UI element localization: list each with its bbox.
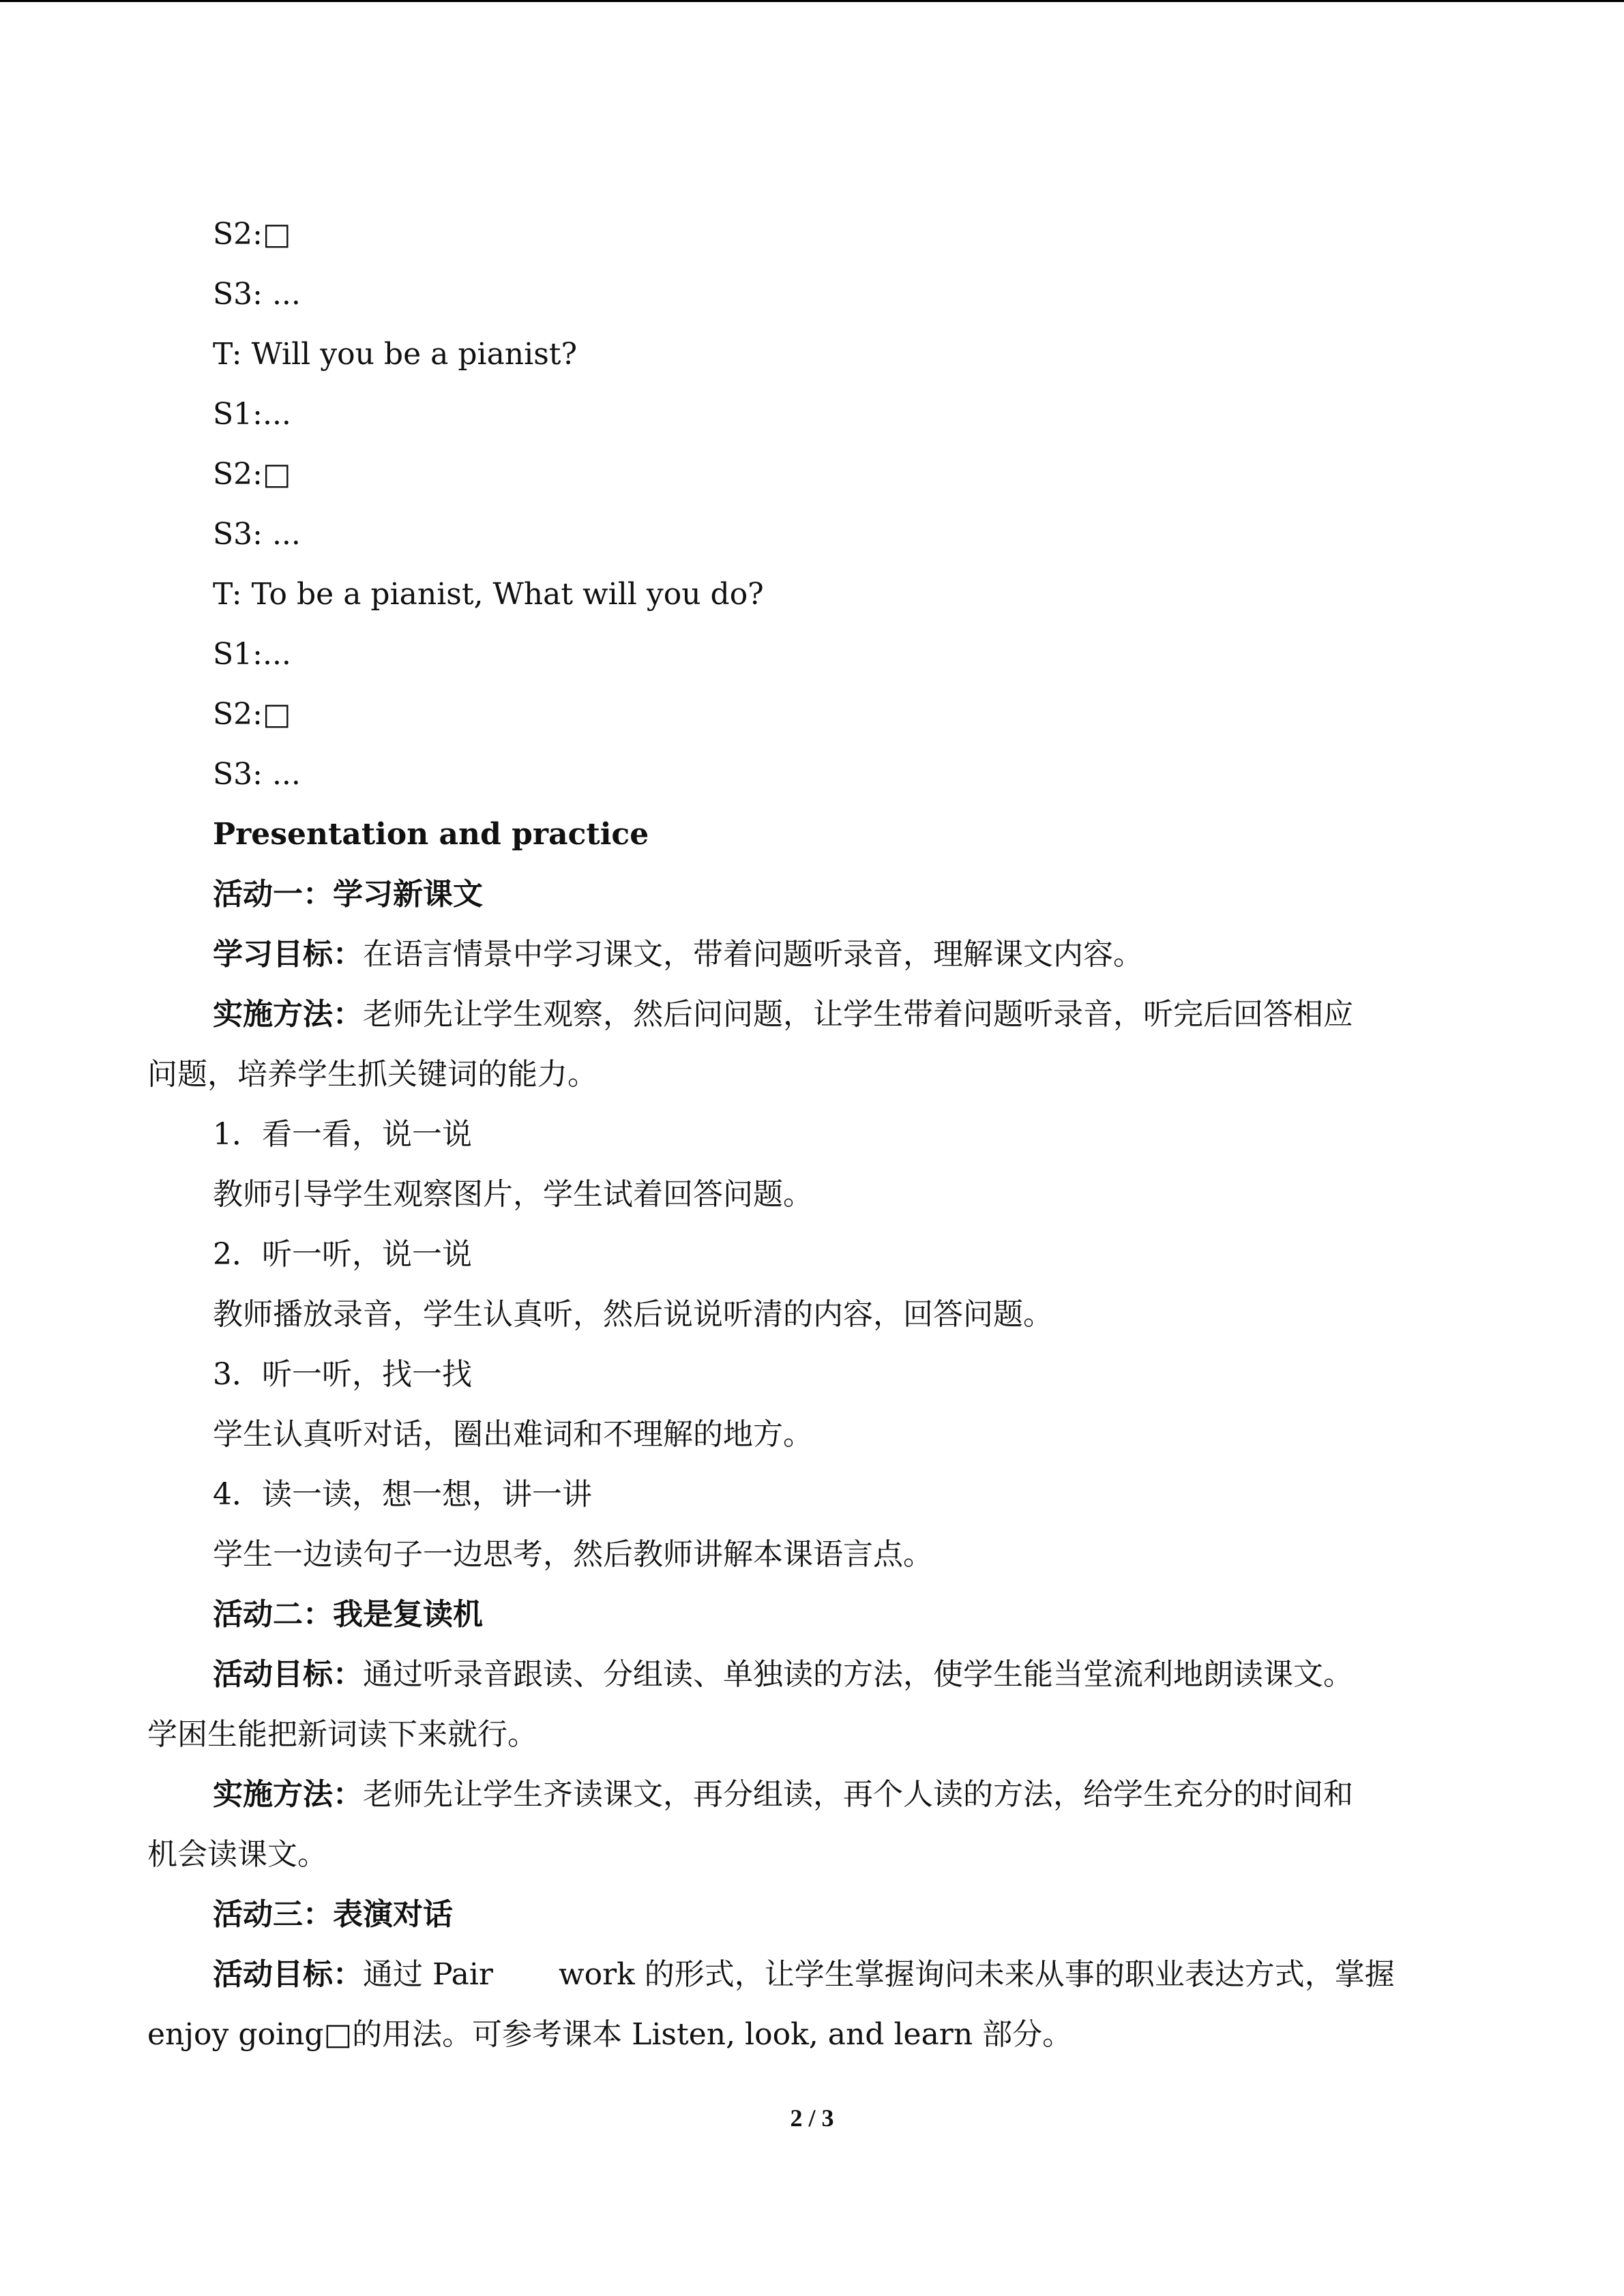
dialogue-line: S1:... [213, 637, 291, 672]
goal-text: 通过听录音跟读、分组读、单独读的方法，使学生能当堂流利地朗读课文。 [363, 1657, 1353, 1692]
method-label: 实施方法： [213, 997, 363, 1032]
document-body [0, 205, 1624, 2065]
activity-heading: 活动三：表演对话 [213, 1897, 453, 1932]
step-heading: 3．听一听，找一找 [213, 1357, 472, 1392]
method-text: 老师先让学生观察，然后问问题，让学生带着问题听录音，听完后回答相应 [363, 997, 1353, 1032]
section-heading: Presentation and practice [213, 817, 649, 852]
goal-text: work 的形式，让学生掌握询问未来从事的职业表达方式，掌握 [558, 1957, 1395, 1992]
goal-label: 活动目标： [213, 1957, 363, 1992]
dialogue-line: S2:□ [213, 217, 291, 252]
activity-goal [0, 925, 1624, 985]
activity-heading: 活动二：我是复读机 [213, 1597, 483, 1632]
page-number: 2 / 3 [790, 2104, 834, 2132]
method-text: 老师先让学生齐读课文，再分组读，再个人读的方法，给学生充分的时间和 [363, 1777, 1353, 1812]
page-top-border [0, 0, 1624, 2]
activity-method [0, 1765, 1624, 1825]
activity-goal [0, 1945, 1624, 2005]
step-heading: 4．读一读，想一想，讲一讲 [213, 1477, 592, 1512]
dialogue-line: S2:□ [213, 697, 291, 732]
goal-text-continued: enjoy going□的用法。可参考课本 Listen, look, and learn 部分。 [147, 2017, 1073, 2052]
method-text-continued: 机会读课文。 [147, 1837, 327, 1872]
activity-method [0, 985, 1624, 1045]
method-text-continued: 问题，培养学生抓关键词的能力。 [147, 1057, 597, 1092]
dialogue-line: T: To be a pianist, What will you do? [213, 577, 764, 612]
step-detail: 学生一边读句子一边思考，然后教师讲解本课语言点。 [213, 1537, 933, 1572]
step-detail: 教师引导学生观察图片，学生试着回答问题。 [213, 1177, 813, 1212]
step-detail: 教师播放录音，学生认真听，然后说说听清的内容，回答问题。 [213, 1297, 1053, 1332]
activity-goal [0, 1645, 1624, 1705]
dialogue-line: S3: ... [213, 757, 301, 792]
goal-text: 在语言情景中学习课文，带着问题听录音，理解课文内容。 [363, 937, 1143, 972]
goal-label: 活动目标： [213, 1657, 363, 1692]
dialogue-line: T: Will you be a pianist? [213, 337, 578, 372]
activity-heading: 活动一：学习新课文 [213, 877, 483, 912]
dialogue-line: S3: ... [213, 517, 301, 552]
goal-text: 通过 Pair [363, 1957, 493, 1992]
dialogue-line: S3: ... [213, 277, 301, 312]
step-heading: 1．看一看，说一说 [213, 1117, 472, 1152]
dialogue-line: S1:... [213, 397, 291, 432]
step-detail: 学生认真听对话，圈出难词和不理解的地方。 [213, 1417, 813, 1452]
dialogue-line: S2:□ [213, 457, 291, 492]
method-label: 实施方法： [213, 1777, 363, 1812]
goal-text-continued: 学困生能把新词读下来就行。 [147, 1717, 537, 1752]
step-heading: 2．听一听，说一说 [213, 1237, 472, 1272]
goal-label: 学习目标： [213, 937, 363, 972]
